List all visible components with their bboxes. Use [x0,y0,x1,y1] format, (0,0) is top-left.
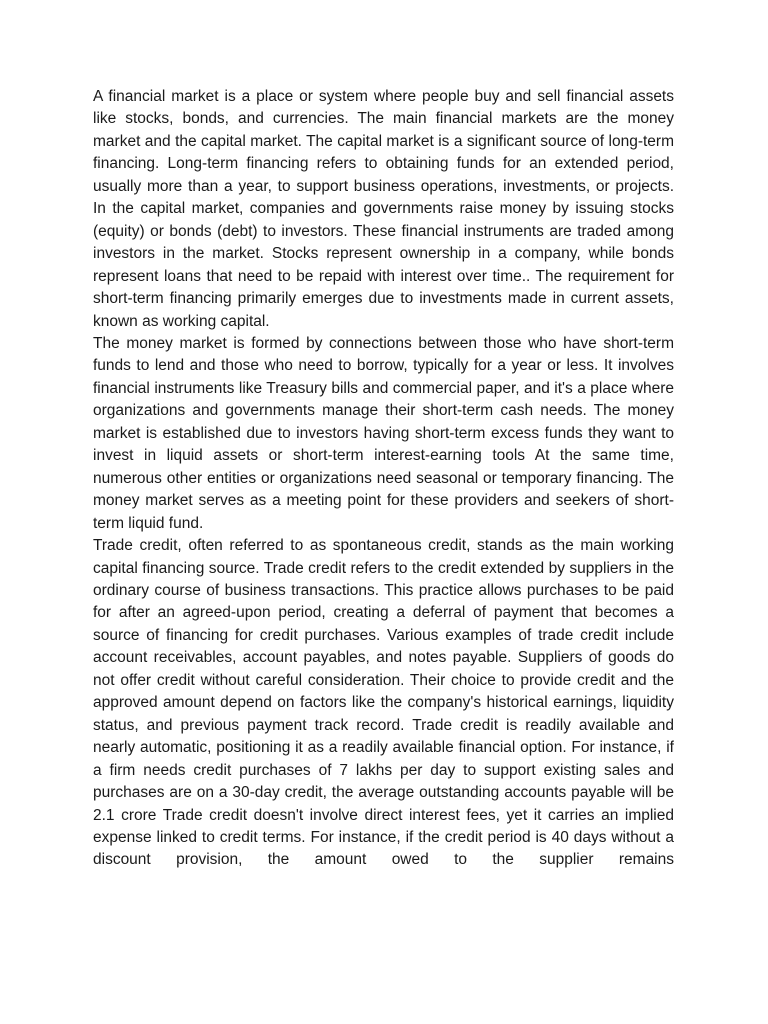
paragraph-money-market: The money market is formed by connections between those who have short-term funds to lend and those who need to borrow, typically for a year or less. It involves financial instruments like Treasury bills and commercial paper, and it's a place where organizations and governments manage their short-term cash needs. The money market is established due to investors having short-term excess funds they want to invest in liquid assets or short-term interest-earning tools At the same time, numerous other entities or organizations need seasonal or temporary financing. The money market serves as a meeting point for these providers and seekers of short-term liquid fund. [93,334,674,532]
document-body [93,86,674,872]
paragraph-trade-credit: Trade credit, often referred to as spontaneous credit, stands as the main working capital financing source. Trade credit refers to the credit extended by suppliers in the ordinary course of business transactions. This practice allows purchases to be paid for after an agreed-upon period, creating a deferral of payment that becomes a source of financing for credit purchases. Various examples of trade credit include account receivables, account payables, and notes payable. Suppliers of goods do not offer credit without careful consideration. Their choice to provide credit and the approved amount depend on factors like the company's historical earnings, liquidity status, and previous payment track record. Trade credit is readily available and nearly automatic, positioning it as a readily available financial option. For instance, if a firm needs credit purchases of 7 lakhs per day to support existing sales and purchases are on a 30-day credit, the average outstanding accounts payable will be 2.1 crore Trade credit doesn't involve direct interest fees, yet it carries an implied expense linked to credit terms. For instance, if the credit period is 40 days without a discount provision, the amount owed to the supplier remains [93,537,674,869]
paragraph-financial-market: A financial market is a place or system where people buy and sell financial assets like stocks, bonds, and currencies. The main financial markets are the money market and the capital market. The capital market is a significant source of long-term financing. Long-term financing refers to obtaining funds for an extended period, usually more than a year, to support business operations, investments, or projects. In the capital market, companies and governments raise money by issuing stocks (equity) or bonds (debt) to investors. These financial instruments are traded among investors in the market. Stocks represent ownership in a company, while bonds represent loans that need to be repaid with interest over time.. The requirement for short-term financing primarily emerges due to investments made in current assets, known as working capital. [93,88,674,330]
